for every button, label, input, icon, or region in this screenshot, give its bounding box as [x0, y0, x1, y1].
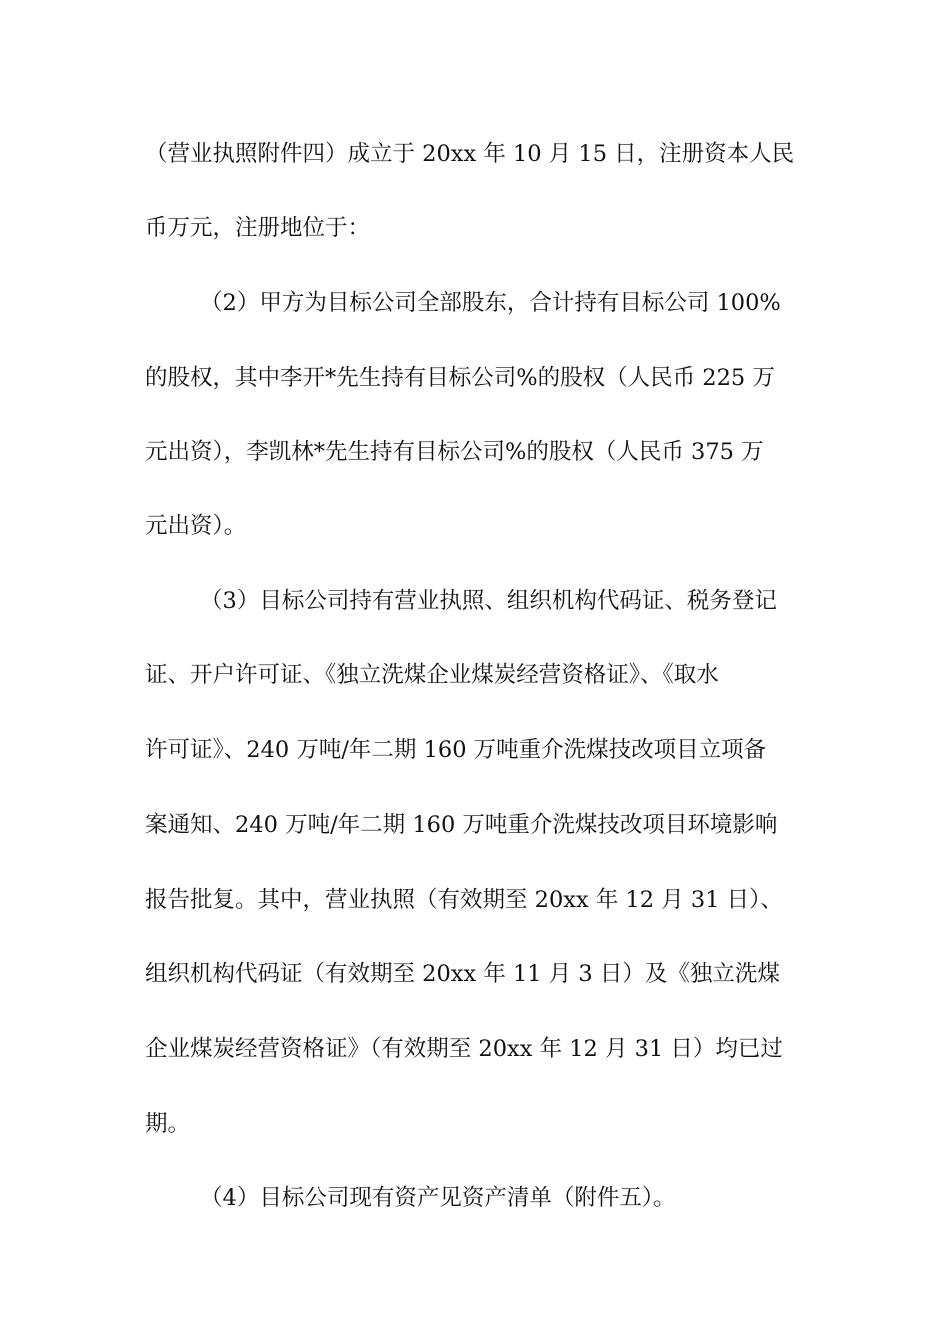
text-line: 组织机构代码证（有效期至 20xx 年 11 月 3 日）及《独立洗煤	[145, 961, 780, 987]
text-line: 报告批复。其中，营业执照（有效期至 20xx 年 12 月 31 日）、	[145, 887, 783, 913]
text-line: 元出资），李凯林*先生持有目标公司%的股权（人民币 375 万	[145, 439, 764, 465]
paragraph-2-first-line: （2）甲方为目标公司全部股东，合计持有目标公司 100%	[200, 290, 781, 316]
text-line: （营业执照附件四）成立于 20xx 年 10 月 15 日，注册资本人民	[145, 141, 795, 167]
paragraph-3-first-line: （3）目标公司持有营业执照、组织机构代码证、税务登记	[200, 588, 777, 614]
text-line: 许可证》、240 万吨/年二期 160 万吨重介洗煤技改项目立项备	[145, 737, 767, 763]
paragraph-4-first-line: （4）目标公司现有资产见资产清单（附件五）。	[200, 1185, 676, 1211]
text-line: 元出资）。	[145, 513, 247, 539]
text-line: 证、开户许可证、《独立洗煤企业煤炭经营资格证》、《取水	[145, 662, 719, 688]
text-line: 币万元，注册地位于：	[145, 215, 371, 241]
text-line: 案通知、240 万吨/年二期 160 万吨重介洗煤技改项目环境影响	[145, 812, 778, 838]
text-line: 企业煤炭经营资格证》（有效期至 20xx 年 12 月 31 日）均已过	[145, 1036, 783, 1062]
text-line: 期。	[145, 1111, 191, 1137]
text-line: 的股权，其中李开*先生持有目标公司%的股权（人民币 225 万	[145, 365, 775, 391]
